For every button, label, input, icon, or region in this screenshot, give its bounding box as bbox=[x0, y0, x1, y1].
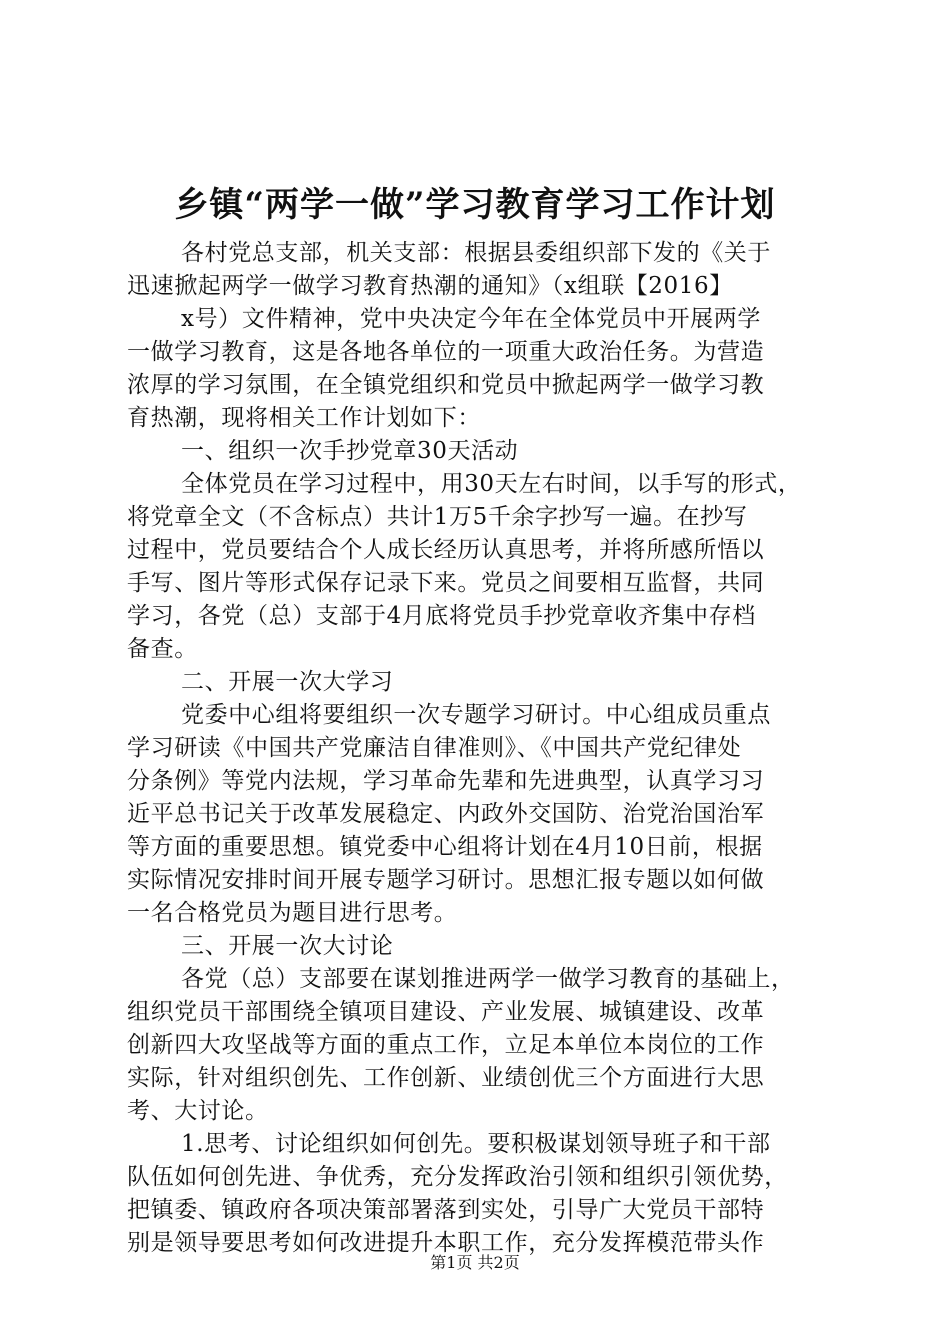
text-line: 学习研读《中国共产党廉洁自律准则》、《中国共产党纪律处 bbox=[127, 735, 742, 761]
text-line: 分条例》等党内法规，学习革命先辈和先进典型，认真学习习 bbox=[127, 768, 765, 794]
document-title: 乡镇“两学一做”学习教育学习工作计划 bbox=[174, 185, 776, 225]
section-heading: 三、开展一次大讨论 bbox=[181, 933, 394, 959]
text-line: 队伍如何创先进、争优秀，充分发挥政治引领和组织引领优势， bbox=[127, 1164, 788, 1190]
text-line: 过程中，党员要结合个人成长经历认真思考，并将所感所悟以 bbox=[127, 537, 765, 563]
text-line: 实际情况安排时间开展专题学习研讨。思想汇报专题以如何做 bbox=[127, 867, 765, 893]
text-line: 实际，针对组织创先、工作创新、业绩创优三个方面进行大思 bbox=[127, 1065, 765, 1091]
text-line: 育热潮，现将相关工作计划如下： bbox=[127, 405, 481, 431]
text-line: 等方面的重要思想。镇党委中心组将计划在4月10日前，根据 bbox=[127, 834, 763, 860]
text-line: 1.思考、讨论组织如何创先。要积极谋划领导班子和干部 bbox=[181, 1131, 771, 1157]
text-line: 考、大讨论。 bbox=[127, 1098, 269, 1124]
text-line: 创新四大攻坚战等方面的重点工作，立足本单位本岗位的工作 bbox=[127, 1032, 765, 1058]
text-line: 一名合格党员为题目进行思考。 bbox=[127, 900, 458, 926]
text-line: 各村党总支部，机关支部：根据县委组织部下发的《关于 bbox=[181, 240, 771, 266]
text-line: 一做学习教育，这是各地各单位的一项重大政治任务。为营造 bbox=[127, 339, 765, 365]
text-line: 迅速掀起两学一做学习教育热潮的通知》（x组联【2016】 bbox=[127, 273, 733, 299]
text-line: 备查。 bbox=[127, 636, 198, 662]
page-number: 第1页 共2页 bbox=[430, 1253, 520, 1272]
text-line: 手写、图片等形式保存记录下来。党员之间要相互监督，共同 bbox=[127, 570, 765, 596]
text-line: 浓厚的学习氛围，在全镇党组织和党员中掀起两学一做学习教 bbox=[127, 372, 765, 398]
text-line: 将党章全文（不含标点）共计1万5千余字抄写一遍。在抄写 bbox=[127, 504, 748, 530]
section-heading: 二、开展一次大学习 bbox=[181, 669, 394, 695]
text-line: 党委中心组将要组织一次专题学习研讨。中心组成员重点 bbox=[181, 702, 771, 728]
text-line: 学习，各党（总）支部于4月底将党员手抄党章收齐集中存档 bbox=[127, 603, 756, 629]
text-line: 组织党员干部围绕全镇项目建设、产业发展、城镇建设、改革 bbox=[127, 999, 765, 1025]
text-line: 近平总书记关于改革发展稳定、内政外交国防、治党治国治军 bbox=[127, 801, 765, 827]
text-line: 各党（总）支部要在谋划推进两学一做学习教育的基础上， bbox=[181, 966, 795, 992]
text-line: x号）文件精神，党中央决定今年在全体党员中开展两学 bbox=[181, 306, 761, 332]
text-line: 别是领导要思考如何改进提升本职工作，充分发挥模范带头作 bbox=[127, 1230, 765, 1256]
section-heading: 一、组织一次手抄党章30天活动 bbox=[181, 438, 519, 464]
text-line: 全体党员在学习过程中，用30天左右时间，以手写的形式， bbox=[181, 471, 802, 497]
text-line: 把镇委、镇政府各项决策部署落到实处，引导广大党员干部特 bbox=[127, 1197, 765, 1223]
